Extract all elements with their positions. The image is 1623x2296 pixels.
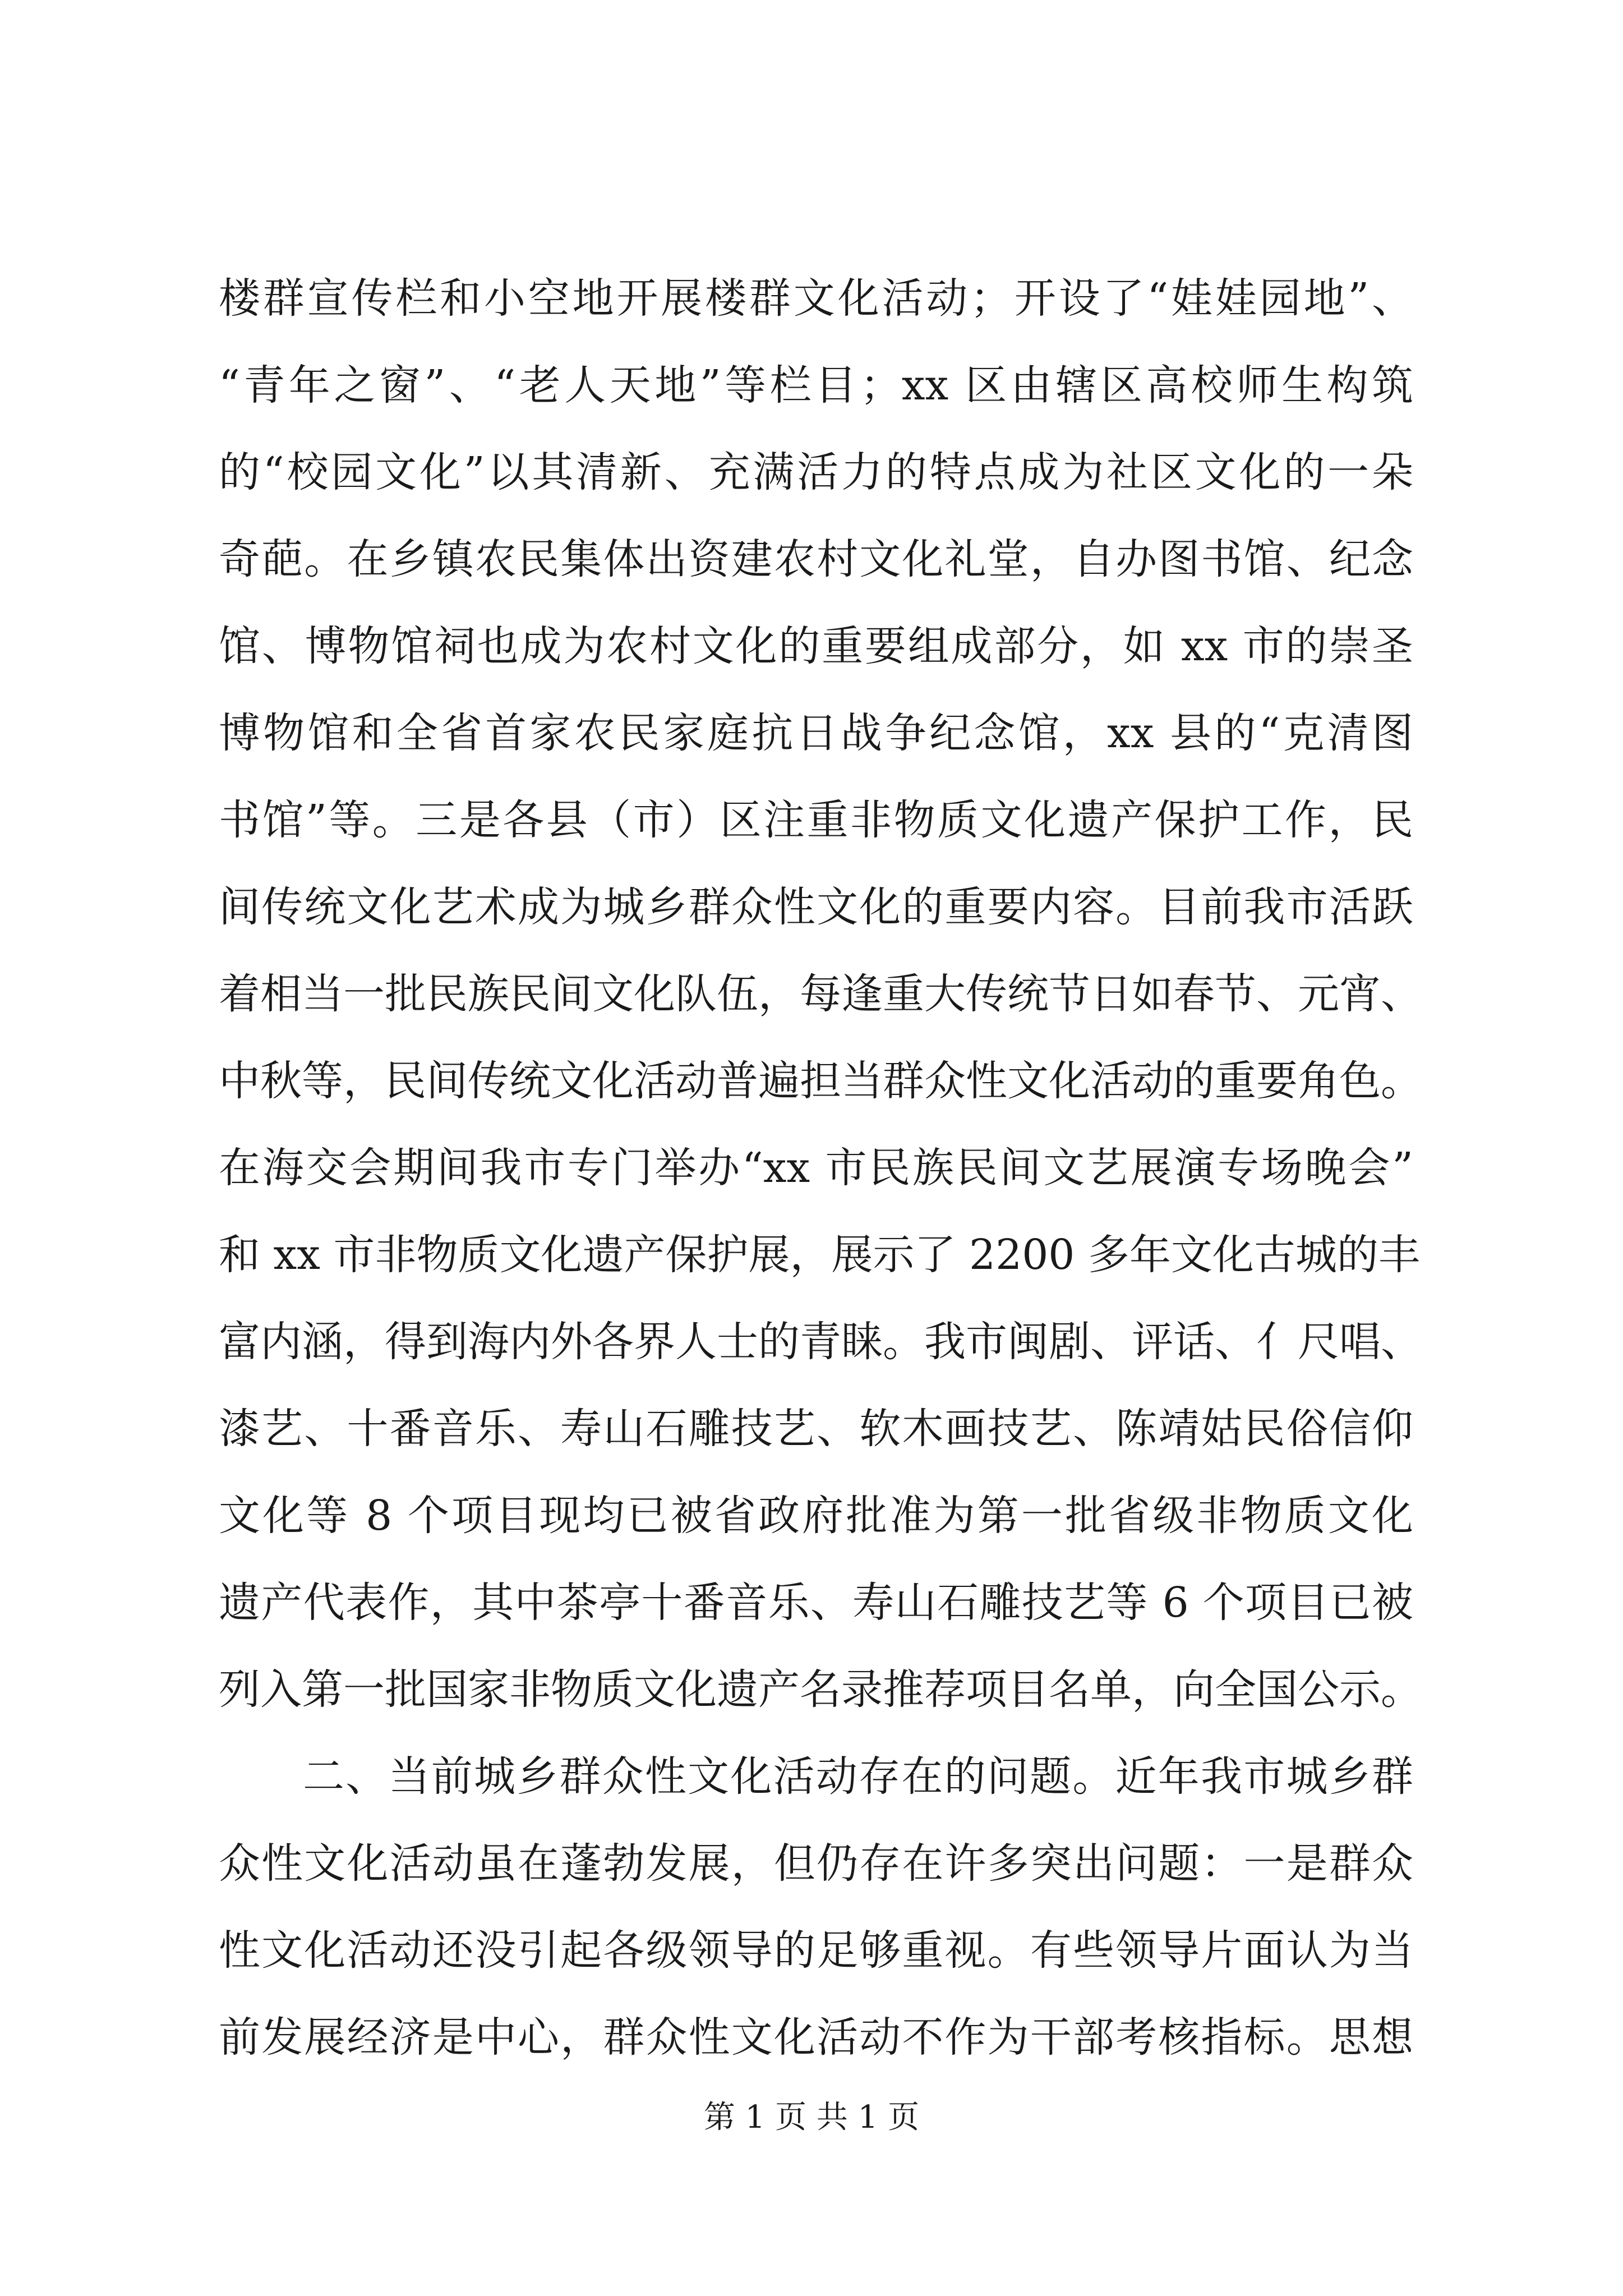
paragraph-end-line: 列入第一批国家非物质文化遗产名录推荐项目名单，向全国公示。	[219, 1665, 1422, 1714]
text-line: 性文化活动还没引起各级领导的足够重视。有些领导片面认为当	[219, 1926, 1413, 1975]
text-line: 众性文化活动虽在蓬勃发展，但仍存在许多突出问题：一是群众	[219, 1839, 1413, 1888]
page-number-footer: 第 1 页 共 1 页	[703, 2099, 920, 2136]
text-line: 漆艺、十番音乐、寿山石雕技艺、软木画技艺、陈靖姑民俗信仰	[219, 1405, 1413, 1453]
text-line: 在海交会期间我市专门举办“xx 市民族民间文艺展演专场晚会”	[219, 1144, 1413, 1192]
body-text	[219, 255, 1422, 2081]
text-line: 书馆”等。三是各县（市）区注重非物质文化遗产保护工作，民	[219, 796, 1413, 844]
text-line: 和 xx 市非物质文化遗产保护展，展示了 2200 多年文化古城的丰	[219, 1231, 1420, 1279]
text-line: 前发展经济是中心，群众性文化活动不作为干部考核指标。思想	[219, 2013, 1413, 2062]
text-line: 着相当一批民族民间文化队伍，每逢重大传统节日如春节、元宵、	[219, 970, 1422, 1018]
text-line: 的“校园文化”以其清新、充满活力的特点成为社区文化的一朵	[219, 448, 1413, 496]
text-line: 博物馆和全省首家农民家庭抗日战争纪念馆，xx 县的“克清图	[219, 709, 1413, 757]
text-line: 遗产代表作，其中茶亭十番音乐、寿山石雕技艺等 6 个项目已被	[219, 1579, 1413, 1627]
text-line: 中秋等，民间传统文化活动普遍担当群众性文化活动的重要角色。	[219, 1057, 1422, 1105]
text-line: “青年之窗”、“老人天地”等栏目；xx 区由辖区高校师生构筑	[219, 361, 1413, 409]
paragraph-start-line: 二、当前城乡群众性文化活动存在的问题。近年我市城乡群	[303, 1752, 1413, 1801]
text-line: 间传统文化艺术成为城乡群众性文化的重要内容。目前我市活跃	[219, 883, 1413, 931]
text-line: 馆、博物馆祠也成为农村文化的重要组成部分，如 xx 市的崇圣	[219, 622, 1413, 670]
text-line: 奇葩。在乡镇农民集体出资建农村文化礼堂，自办图书馆、纪念	[219, 535, 1413, 583]
text-line: 富内涵，得到海内外各界人士的青睐。我市闽剧、评话、亻尺唱、	[219, 1318, 1422, 1366]
text-line: 文化等 8 个项目现均已被省政府批准为第一批省级非物质文化	[219, 1492, 1413, 1540]
text-line: 楼群宣传栏和小空地开展楼群文化活动；开设了“娃娃园地”、	[219, 274, 1413, 323]
